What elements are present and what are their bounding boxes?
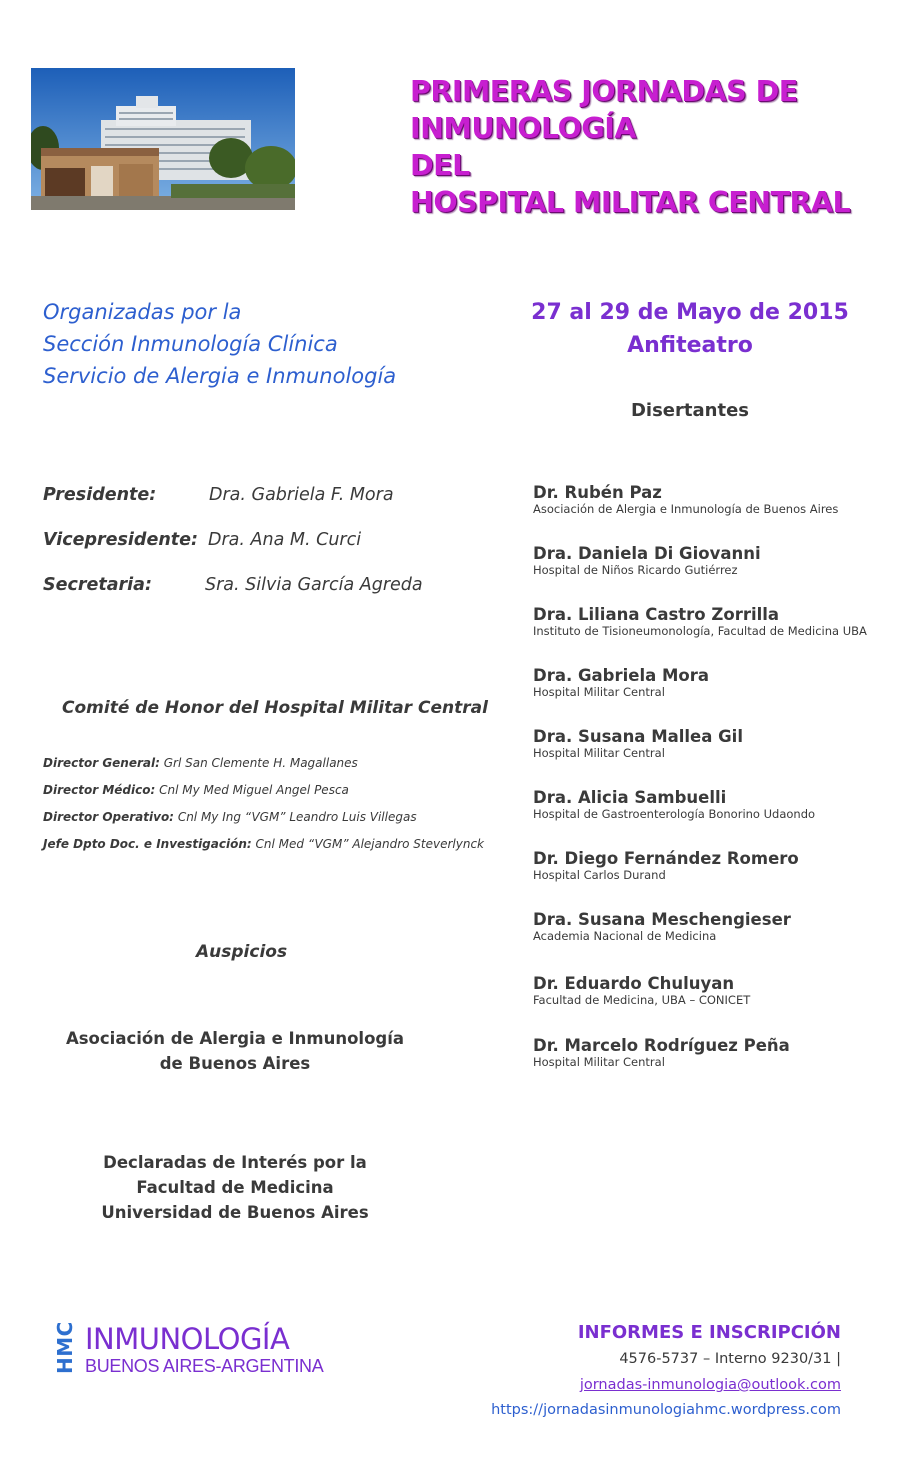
title-line-2: INMUNOLOGÍA	[410, 112, 636, 145]
honor-member-name: Cnl My Ing “VGM” Leandro Luis Villegas	[177, 810, 417, 824]
sponsor-line: de Buenos Aires	[159, 1054, 311, 1073]
speaker-affiliation: Asociación de Alergia e Inmunología de Buenos Aires	[533, 502, 839, 516]
honor-member-name: Grl San Clemente H. Magallanes	[163, 756, 358, 770]
organizers	[43, 296, 396, 392]
speaker-item	[533, 910, 791, 943]
honor-member-role: Director Médico:	[43, 783, 156, 797]
honor-committee-heading: Comité de Honor del Hospital Militar Central	[62, 698, 488, 718]
organizers-line-2: Sección Inmunología Clínica	[43, 332, 338, 356]
hmc-inmunologia-logo	[53, 1321, 324, 1382]
logo-hmc-text: HMC	[53, 1321, 77, 1374]
speaker-name: Dra. Susana Meschengieser	[533, 910, 791, 929]
speaker-name: Dr. Diego Fernández Romero	[533, 849, 799, 868]
speaker-item	[533, 974, 750, 1007]
declared-interest	[60, 1150, 410, 1225]
registration-website-link[interactable]: https://jornadasinmunologiahmc.wordpress.com	[491, 1402, 841, 1418]
speaker-item	[533, 727, 743, 760]
declared-line: Declaradas de Interés por la	[103, 1153, 367, 1172]
speaker-affiliation: Hospital de Niños Ricardo Gutiérrez	[533, 563, 738, 577]
honor-member	[43, 783, 349, 797]
honor-member	[43, 756, 358, 770]
sponsors-body	[60, 1026, 410, 1076]
speaker-item	[533, 788, 815, 821]
honor-member	[43, 837, 484, 851]
speaker-item	[533, 849, 799, 882]
speaker-name: Dra. Gabriela Mora	[533, 666, 710, 685]
declared-line: Universidad de Buenos Aires	[101, 1203, 369, 1222]
sponsors-heading: Auspicios	[196, 942, 288, 962]
title-line-3: DEL	[410, 149, 470, 182]
organizers-line-1: Organizadas por la	[43, 300, 242, 324]
honor-member-name: Cnl My Med Miguel Angel Pesca	[159, 783, 349, 797]
hospital-photo	[31, 68, 295, 210]
speaker-item	[533, 605, 867, 638]
honor-member	[43, 810, 417, 824]
event-dates: 27 al 29 de Mayo de 2015	[531, 300, 849, 325]
authority-name: Sra. Silvia García Agreda	[205, 575, 423, 595]
event-venue: Anfiteatro	[627, 333, 753, 358]
logo-main-text: INMUNOLOGÍA	[85, 1322, 290, 1356]
registration-info	[491, 1320, 841, 1422]
honor-member-role: Director Operativo:	[43, 810, 174, 824]
authority-role: Vicepresidente:	[43, 530, 199, 550]
title-line-1: PRIMERAS JORNADAS DE	[410, 75, 798, 108]
registration-phone: 4576-5737 – Interno 9230/31 |	[619, 1351, 841, 1367]
speaker-name: Dra. Susana Mallea Gil	[533, 727, 743, 746]
speaker-affiliation: Hospital Militar Central	[533, 746, 665, 760]
speaker-affiliation: Instituto de Tisioneumonología, Facultad de Medicina UBA	[533, 624, 867, 638]
speaker-name: Dr. Rubén Paz	[533, 483, 662, 502]
speaker-item	[533, 483, 838, 516]
speaker-name: Dra. Liliana Castro Zorrilla	[533, 605, 780, 624]
event-title	[410, 73, 880, 221]
honor-member-role: Director General:	[43, 756, 160, 770]
authority-name: Dra. Gabriela F. Mora	[209, 485, 394, 505]
honor-member-name: Cnl Med “VGM” Alejandro Steverlynck	[255, 837, 485, 851]
organizers-line-3: Servicio de Alergia e Inmunología	[43, 364, 397, 388]
speaker-item	[533, 666, 709, 699]
speaker-item	[533, 544, 761, 577]
speaker-affiliation: Hospital Carlos Durand	[533, 868, 666, 882]
speaker-item	[533, 1036, 790, 1069]
authority-role: Secretaria:	[43, 575, 152, 595]
speakers-heading: Disertantes	[630, 400, 749, 421]
speaker-name: Dra. Alicia Sambuelli	[533, 788, 727, 807]
speaker-name: Dr. Eduardo Chuluyan	[533, 974, 735, 993]
speaker-affiliation: Hospital Militar Central	[533, 1055, 665, 1069]
hospital-building-image	[31, 68, 295, 210]
declared-line: Facultad de Medicina	[136, 1178, 334, 1197]
speaker-affiliation: Hospital de Gastroenterología Bonorino Udaondo	[533, 807, 816, 821]
speaker-name: Dr. Marcelo Rodríguez Peña	[533, 1036, 790, 1055]
sponsor-line: Asociación de Alergia e Inmunología	[65, 1029, 405, 1048]
speaker-name: Dra. Daniela Di Giovanni	[533, 544, 761, 563]
registration-heading: INFORMES E INSCRIPCIÓN	[577, 1322, 841, 1343]
speaker-affiliation: Facultad de Medicina, UBA – CONICET	[533, 993, 751, 1007]
authority-role: Presidente:	[43, 485, 157, 505]
title-line-4: HOSPITAL MILITAR CENTRAL	[410, 186, 851, 219]
logo-sub-text: BUENOS AIRES-ARGENTINA	[85, 1356, 324, 1376]
speaker-affiliation: Academia Nacional de Medicina	[533, 929, 717, 943]
speaker-affiliation: Hospital Militar Central	[533, 685, 665, 699]
event-date-venue	[490, 296, 890, 362]
registration-email-link[interactable]: jornadas-inmunologia@outlook.com	[579, 1377, 841, 1393]
honor-member-role: Jefe Dpto Doc. e Investigación:	[43, 837, 252, 851]
authority-name: Dra. Ana M. Curci	[208, 530, 362, 550]
